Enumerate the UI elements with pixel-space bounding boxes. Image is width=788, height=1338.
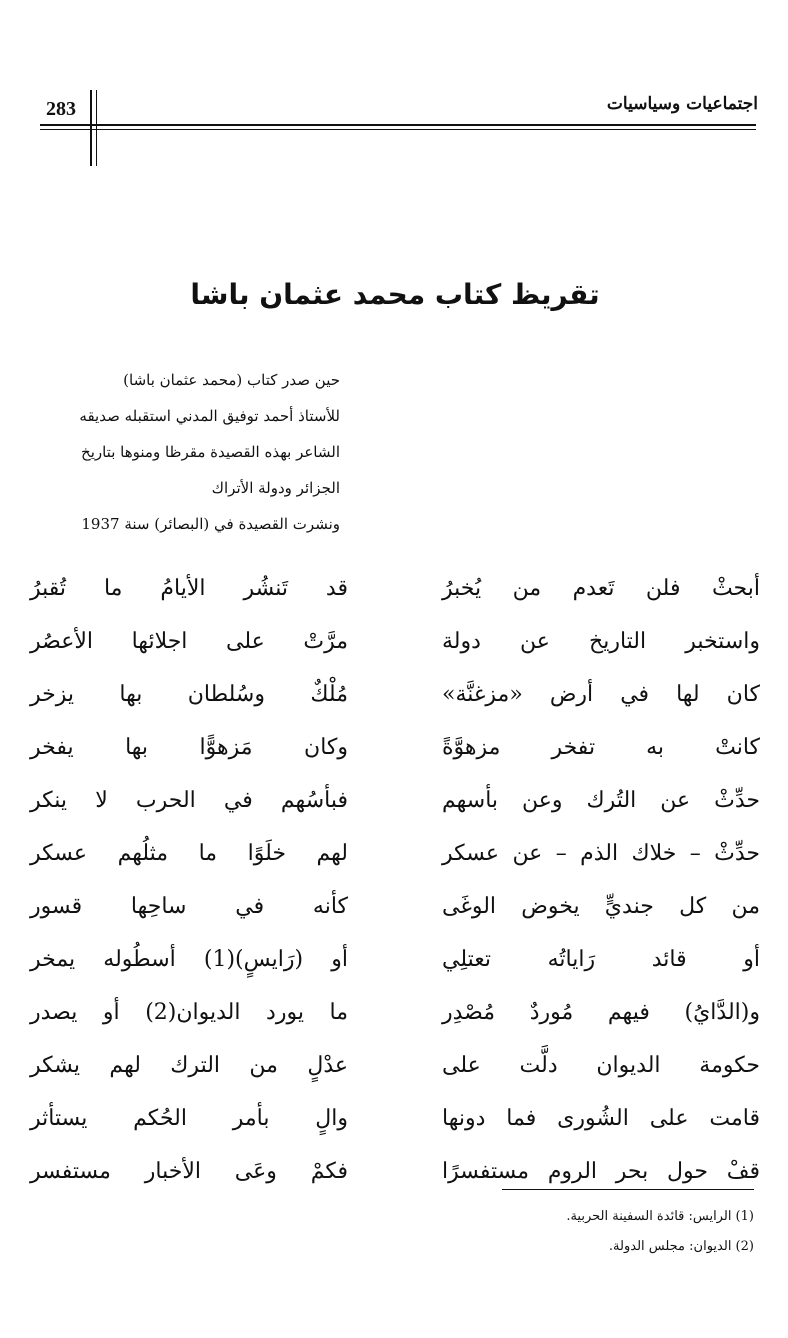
intro-line: الجزائر ودولة الأتراك [211,479,340,497]
verse-second-hemistich: فكمْ وعَى الأخبار مستفسر [30,1159,348,1184]
footnote: (1) الرايس: قائدة السفينة الحربية. [566,1209,754,1224]
poem-body [30,562,760,1198]
intro-line: للأستاذ أحمد توفيق المدني استقبله صديقه [79,407,340,425]
verse-second-hemistich: أو (رَايسٍ)(1) أسطُوله يمخر [30,947,348,972]
header-vertical-rule-thin [96,90,97,166]
verse [30,827,760,880]
verse-second-hemistich: عدْلٍ من الترك لهم يشكر [30,1053,348,1078]
verse-second-hemistich: والٍ بأمر الحُكم يستأثر [30,1106,348,1131]
verse [30,1145,760,1198]
intro-line: الشاعر بهذه القصيدة مقرظا ومنوها بتاريخ [81,443,340,461]
verse-second-hemistich: لهم خلَوًا ما مثلُهم عسكر [30,841,348,866]
verse [30,774,760,827]
intro-note [0,362,340,542]
verse-second-hemistich: ما يورد الديوان(2) أو يصدر [30,1000,348,1025]
footnotes [354,1202,754,1262]
verse-first-hemistich: كان لها في أرض «مزغنَّة» [442,682,760,707]
verse-second-hemistich: فبأسُهم في الحرب لا ينكر [30,788,348,813]
intro-line: ونشرت القصيدة في (البصائر) سنة 1937 [81,515,340,533]
page-header [40,90,760,170]
verse-second-hemistich: مُلْكٌ وسُلطان بها يزخر [30,682,348,707]
verse [30,668,760,721]
verse-second-hemistich: كأنه في ساحِها قسور [30,894,348,919]
footnote: (2) الديوان: مجلس الدولة. [608,1239,754,1254]
verse [30,933,760,986]
verse-first-hemistich: حدِّثْ – خلاك الذم – عن عسكر [442,841,760,866]
verse-first-hemistich: و(الدَّايُ) فيهم مُوردٌ مُصْدِر [442,1000,760,1025]
verse [30,615,760,668]
header-vertical-rule-thick [90,90,92,166]
header-rule-thick [40,124,756,126]
verse-first-hemistich: أبحثْ فلن تَعدم من يُخبرُ [442,576,760,601]
verse-first-hemistich: حكومة الديوان دلَّت على [442,1053,760,1078]
verse [30,721,760,774]
verse-second-hemistich: قد تَنشُر الأيامُ ما تُقبرُ [30,576,348,601]
verse [30,1039,760,1092]
verse [30,880,760,933]
verse-second-hemistich: وكان مَزهوًّا بها يفخر [30,735,348,760]
running-head: اجتماعيات وسياسيات [606,94,758,114]
page-number: 283 [46,98,76,120]
verse-first-hemistich: واستخبر التاريخ عن دولة [442,629,760,654]
header-rule-thin [40,129,756,130]
verse [30,562,760,615]
poem-title: تقريظ كتاب محمد عثمان باشا [190,278,600,311]
intro-line: حين صدر كتاب (محمد عثمان باشا) [123,371,340,389]
verse-first-hemistich: حدِّثْ عن التُرك وعن بأسهم [442,788,760,813]
verse-second-hemistich: مرَّتْ على اجلائها الأعصُر [30,629,348,654]
verse-first-hemistich: كانتْ به تفخر مزهوَّةً [442,735,760,760]
footnote-separator [502,1189,754,1190]
verse [30,986,760,1039]
verse-first-hemistich: أو قائد رَاياتُه تعتلِي [442,947,760,972]
verse [30,1092,760,1145]
verse-first-hemistich: قامت على الشُورى فما دونها [442,1106,760,1131]
verse-first-hemistich: قفْ حول بحر الروم مستفسرًا [442,1159,760,1184]
verse-first-hemistich: من كل جنديٍّ يخوض الوغَى [442,894,760,919]
